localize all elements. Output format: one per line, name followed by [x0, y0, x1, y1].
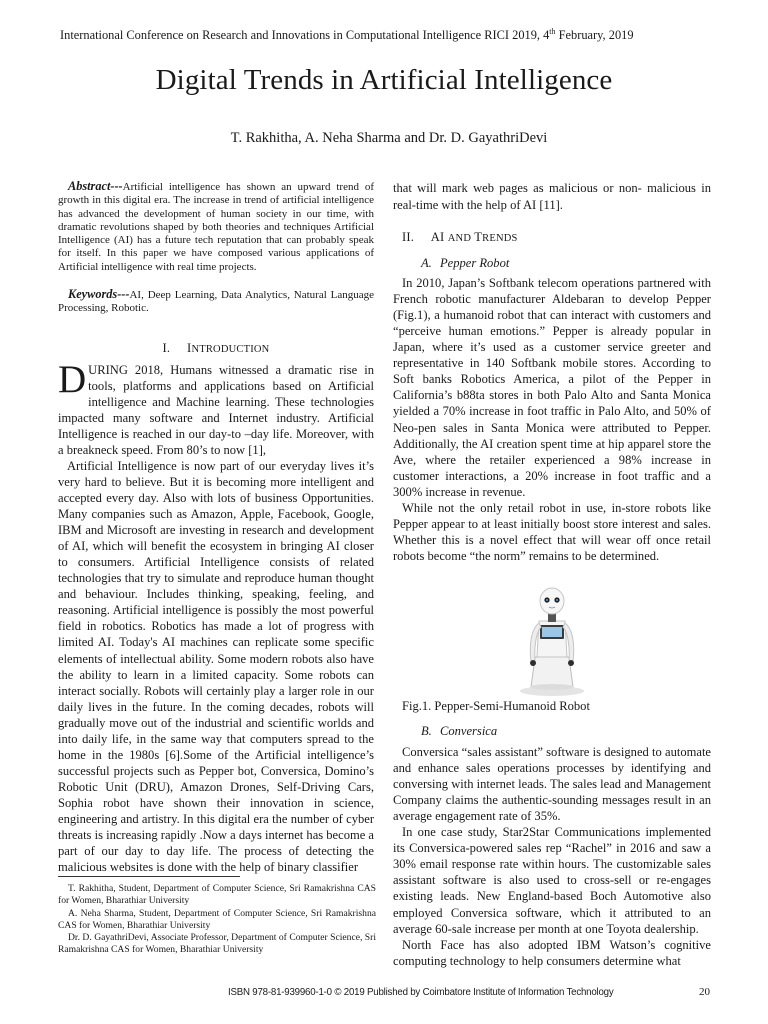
- pepper-paragraph-1: In 2010, Japan’s Softbank telecom operations partnered with French robotic manufacturer Aldebaran to develop Pepper (Fig.1), a humanoid robot that can interact with customers and “perceive human emotions.” Pepper is already popular in Japan, where it’s used as a customer service greeter and representative in 140 Softbank mobile stores. According to Soft banks Robotics America, a pilot of the Pepper in California’s b88ta stores in both Palo Alto and Santa Monica yielded a 70% increase in foot traffic in Palo Alto, and 50% of Neo-pen sales in Santa Monica were attributed to Pepper. Additionally, the AI creation spent time at hip apparel store the Ave, where the retailer experienced a 98% increase in customer interactions, a 20% increase in foot traffic and a 300% increase in revenue.: [393, 276, 711, 499]
- keywords-text: AI, Deep Learning, Data Analytics, Natural Language Processing, Robotic.: [58, 289, 374, 315]
- intro-paragraph-continued: that will mark web pages as malicious or non- malicious in real-time with the help of AI [11].: [393, 181, 711, 212]
- right-column: [393, 180, 711, 969]
- abstract-label: Abstract---: [68, 179, 123, 193]
- pepper-paragraph-2: While not the only retail robot in use, in-store robots like Pepper appear to at least initially boost store interest and sales. Whether this is a novel effect that will wear off once retail robots become “the norm” remains to be determined.: [393, 500, 711, 563]
- section-title-first: T: [474, 230, 483, 244]
- section-title-rest: NTRODUCTION: [191, 343, 270, 355]
- conference-text: International Conference on Research and Innovations in Computational Intelligence RICI 2019, 4: [60, 28, 550, 43]
- section-number: I.: [162, 340, 171, 355]
- figure-caption: Fig.1. Pepper-Semi-Humanoid Robot: [402, 698, 590, 713]
- section-number: II.: [402, 230, 415, 244]
- section-title-ai: AI: [430, 230, 445, 244]
- intro-paragraph-1: [58, 357, 374, 458]
- figure-pepper-robot: [393, 579, 711, 697]
- conference-header: [60, 27, 720, 43]
- section-title-first: I: [187, 340, 192, 355]
- abstract: [58, 180, 374, 274]
- pepper-robot-image: [393, 579, 711, 697]
- footnote-2: A. Neha Sharma, Student, Department of Computer Science, Sri Ramakrishna CAS for Women, Bharathiar University: [58, 907, 376, 931]
- keywords-label: Keywords---: [68, 287, 130, 302]
- conversica-paragraph-1: Conversica “sales assistant” software is designed to automate and enhance sales operations processes by identifying and conversing with internet leads. The sales lead and Management Company claims the authentic-sounding messages result in an average engagement rate of 35%.: [393, 745, 711, 824]
- footnotes: [58, 883, 376, 957]
- intro-paragraph-1-text: URING 2018, Humans witnessed a dramatic rise in tools, platforms and applications based on Artificial intelligence and Machine learning. These technologies impacted many software and Internet industry. Artificial Intelligence is reached in our day-to –day life. Moreover, with a breakneck speed. From 80’s to now [1],: [58, 362, 374, 457]
- footnote-divider: [58, 876, 240, 877]
- intro-paragraph-2: Artificial Intelligence is now part of our everyday lives it’s very hard to believe. But it is becoming more intelligent and accepted every day. Also with lots of business Opportunities. Many companies such as Amazon, Apple, Facebook, Google, IBM and Microsoft are investing in research and development of AI, which will benefit the ecosystem in bringing AI closer to consumers. Artificial Intelligence consists of related technologies that try to simulate and reproduce human thought and behaviour. Includes thinking, speaking, feeling, and reasoning. Artificial intelligence is possibly the most powerful field in robotics. Robotics has made a lot of progress with limited AI. Today's AI machines can replicate some specific elements of intellectual ability. Some modern robots also have the ability to learn in a limited capacity. Some robots can interact socially. Robots will certainly play a larger role in our daily lives in the future. In the coming decades, robots will gradually move out of the industrial and scientific worlds and into daily life, in the same way that computers spread to the home in the 1980s [6].Some of the Artificial intelligence’s successful projects such as Pepper bot, Conversica, Domino’s Robotic Unit (DRU), Amazon Drones, Self-Driving Cars, Sophia robot have shown their innovation in science, engineering and artistry. In this digital era the number of cyber threats is increasing rapidly .Now a days internet has become a part of our day to day life. The process of detecting the malicious websites is done with the help of binary classifier: [58, 458, 375, 875]
- paper-authors: T. Rakhitha, A. Neha Sharma and Dr. D. GayathriDevi: [230, 130, 548, 146]
- paper-title: Digital Trends in Artificial Intelligence: [155, 64, 613, 96]
- left-column: [58, 180, 374, 875]
- page-footer: ISBN 978-81-939960-1-0 © 2019 Published by Coimbatore Institute of Information Technology: [228, 987, 614, 998]
- subsection-label: B.: [421, 723, 432, 738]
- keywords: [58, 288, 374, 316]
- section-title-and: AND: [447, 233, 472, 244]
- page-number: 20: [699, 986, 710, 998]
- conference-date: February, 2019: [555, 28, 634, 43]
- subsection-label: A.: [421, 256, 432, 271]
- footnote-1: T. Rakhitha, Student, Department of Computer Science, Sri Ramakrishna CAS for Women, Bharathiar University: [58, 883, 376, 907]
- section-heading-introduction: [58, 341, 374, 356]
- subsection-heading-pepper: [393, 255, 711, 271]
- subsection-title: Conversica: [440, 723, 498, 738]
- subsection-title: Pepper Robot: [440, 256, 510, 271]
- section-heading-ai-trends: [393, 229, 711, 247]
- subsection-heading-conversica: [393, 723, 711, 739]
- conversica-paragraph-2: In one case study, Star2Star Communications implemented its Conversica-powered sales rep “Rachel” in 2016 and saw a 30% email response rate within hours. The customizable sales assistant software is also used to cross-sell or re-engages existing leads. New England-based Boch Automotive also employed Conversica software, which it attributed to an average 60-sale increase per month at one Toyota dealership.: [393, 825, 711, 936]
- right-column-body: [393, 180, 711, 969]
- abstract-text: Artificial intelligence has shown an upward trend of growth in this digital era. The increase in trend of artificial intelligence has advanced the development of human society in our time, with dramatic revolutions shaped by both theories and techniques Artificial Intelligence (AI) has a future tech reputation that can probably speak for itself. In this paper we have composed various applications of Artificial intelligence with real time projects.: [58, 181, 374, 273]
- conference-sup: th: [549, 27, 556, 36]
- footnote-3: Dr. D. GayathriDevi, Associate Professor, Department of Computer Science, Sri Ramakrishna CAS for Women, Bharathiar University: [58, 932, 376, 956]
- section-title-rest: RENDS: [482, 233, 518, 244]
- conversica-paragraph-3: North Face has also adopted IBM Watson’s cognitive computing technology to help consumers determine what: [393, 937, 711, 968]
- introduction-body: [58, 357, 375, 876]
- drop-cap: D: [58, 357, 87, 401]
